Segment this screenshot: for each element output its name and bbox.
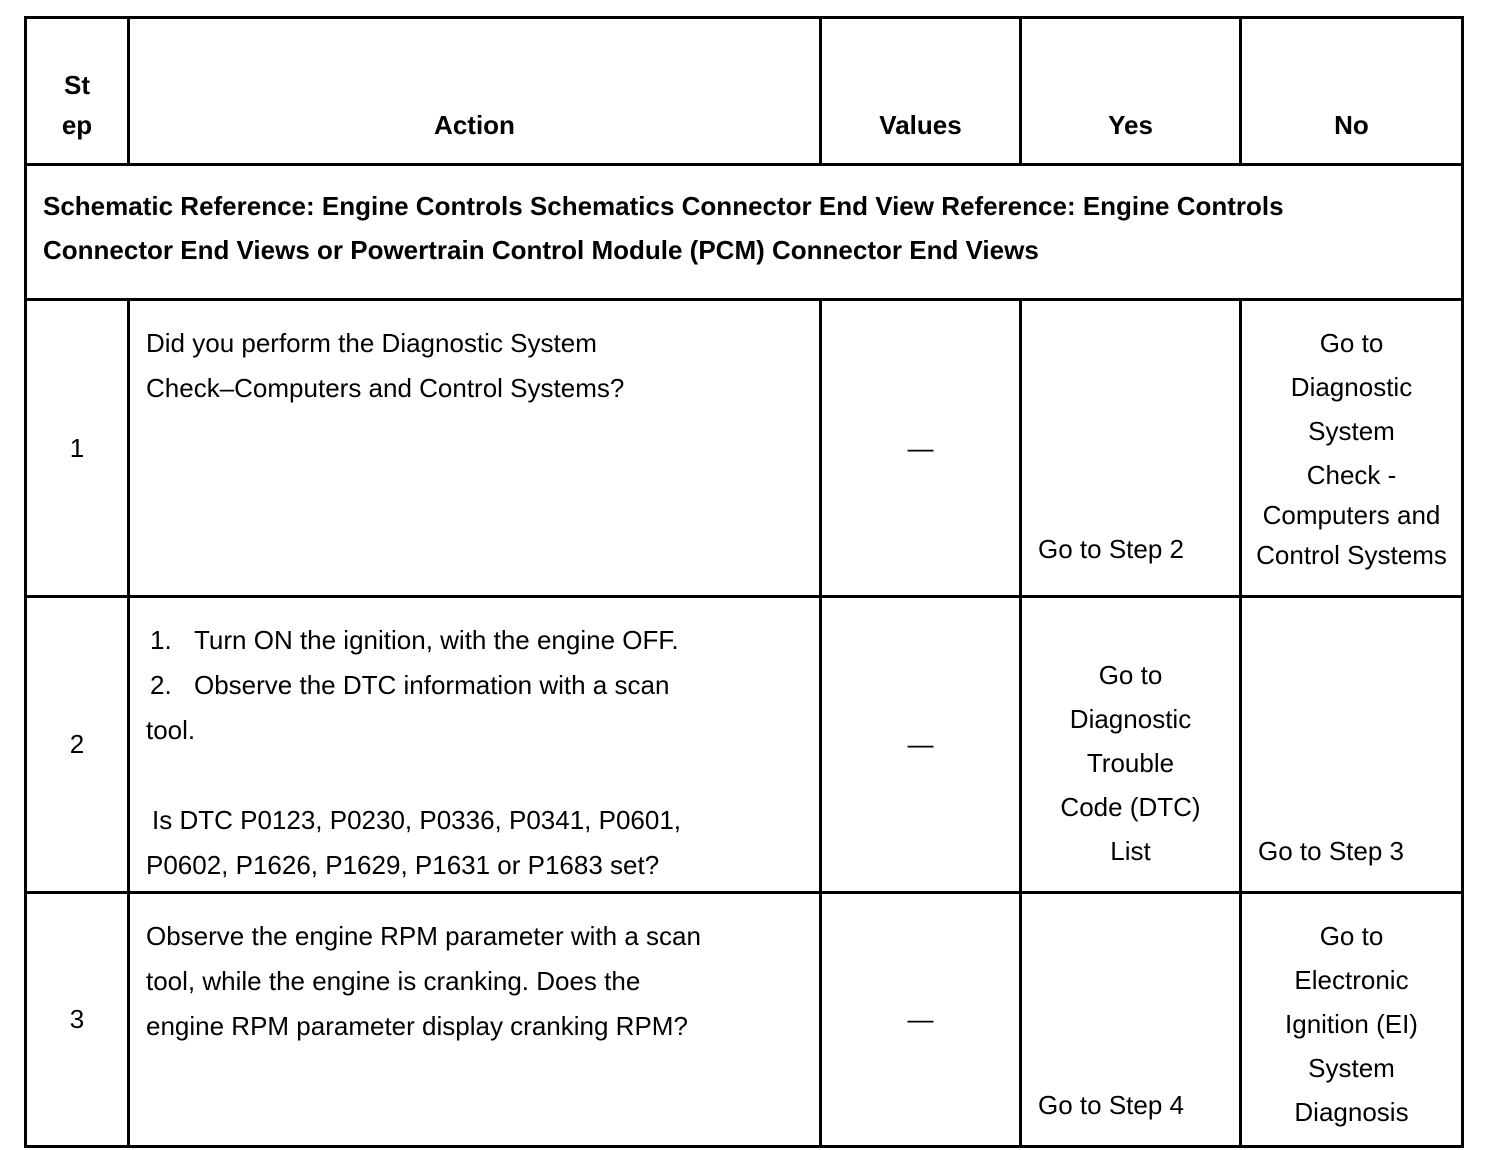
step-number: 2 xyxy=(26,597,129,893)
action-cell xyxy=(129,300,821,597)
values-cell: — xyxy=(821,300,1021,597)
header-no xyxy=(1241,18,1463,165)
step-number: 3 xyxy=(26,893,129,1147)
reference-line2: Connector End Views or Powertrain Control Module (PCM) Connector End Views xyxy=(43,235,1039,265)
action-line: engine RPM parameter display cranking RPM? xyxy=(146,1011,688,1041)
step-number: 1 xyxy=(26,300,129,597)
yes-line: Go to xyxy=(1098,660,1163,690)
question-line: P0602, P1626, P1629, P1631 or P1683 set? xyxy=(146,850,660,880)
yes-line: Code (DTC) xyxy=(1060,792,1201,822)
no-link[interactable]: Go to Step 3 xyxy=(1258,836,1404,866)
yes-link[interactable]: Go to Step 4 xyxy=(1038,1090,1184,1120)
question-line: Is DTC P0123, P0230, P0336, P0341, P0601, xyxy=(152,805,682,835)
values-cell: — xyxy=(821,597,1021,893)
action-line: Did you perform the Diagnostic System xyxy=(146,328,597,358)
no-line: Check - xyxy=(1306,460,1397,490)
no-line: Computers and xyxy=(1262,500,1441,530)
yes-link[interactable]: Go to Step 2 xyxy=(1038,534,1184,564)
no-cell xyxy=(1241,300,1463,597)
no-link[interactable] xyxy=(1246,914,1457,1134)
values-cell: — xyxy=(821,893,1021,1147)
header-action-label: Action xyxy=(434,110,515,140)
no-link[interactable] xyxy=(1246,321,1457,577)
list-item-text: Turn ON the ignition, with the engine OFF. xyxy=(194,625,679,655)
question-text xyxy=(146,798,803,888)
action-steps-list xyxy=(146,618,803,708)
header-step xyxy=(26,18,129,165)
no-line: Ignition (EI) xyxy=(1285,1009,1418,1039)
list-item-number: 2. xyxy=(150,670,172,700)
no-line: Diagnosis xyxy=(1294,1097,1409,1127)
action-continuation: tool. xyxy=(146,715,196,745)
list-item xyxy=(146,618,803,663)
yes-cell xyxy=(1021,300,1241,597)
header-no-label: No xyxy=(1334,110,1369,140)
no-cell xyxy=(1241,597,1463,893)
reference-line1: Schematic Reference: Engine Controls Schematics Connector End View Reference: Engine Controls xyxy=(43,191,1284,221)
header-yes-label: Yes xyxy=(1108,110,1153,140)
table-row xyxy=(26,597,1463,893)
header-values xyxy=(821,18,1021,165)
no-line: Diagnostic xyxy=(1290,372,1413,402)
no-line: Go to xyxy=(1319,328,1384,358)
yes-cell xyxy=(1021,597,1241,893)
reference-cell xyxy=(26,165,1463,300)
list-item xyxy=(146,663,803,708)
action-cell xyxy=(129,893,821,1147)
table-row xyxy=(26,300,1463,597)
yes-line: Diagnostic xyxy=(1069,704,1192,734)
no-line: Electronic xyxy=(1294,965,1409,995)
header-yes xyxy=(1021,18,1241,165)
header-action xyxy=(129,18,821,165)
yes-link[interactable] xyxy=(1026,653,1235,873)
no-line: System xyxy=(1308,1053,1395,1083)
no-cell xyxy=(1241,893,1463,1147)
yes-line: List xyxy=(1110,836,1151,866)
header-row xyxy=(26,18,1463,165)
no-line: Go to xyxy=(1319,921,1384,951)
header-step-line2: ep xyxy=(61,110,93,140)
list-item-text: Observe the DTC information with a scan xyxy=(194,670,670,700)
no-line: System xyxy=(1308,416,1395,446)
list-item-number: 1. xyxy=(150,625,172,655)
reference-row xyxy=(26,165,1463,300)
yes-line: Trouble xyxy=(1086,748,1175,778)
action-line: Check–Computers and Control Systems? xyxy=(146,373,625,403)
yes-cell xyxy=(1021,893,1241,1147)
no-line: Control Systems xyxy=(1256,540,1447,570)
header-values-label: Values xyxy=(879,110,962,140)
table-row xyxy=(26,893,1463,1147)
header-step-line1: St xyxy=(64,70,90,100)
diagnostic-table xyxy=(24,16,1464,1148)
action-line: Observe the engine RPM parameter with a scan xyxy=(146,921,701,951)
action-cell xyxy=(129,597,821,893)
action-line: tool, while the engine is cranking. Does the xyxy=(146,966,641,996)
